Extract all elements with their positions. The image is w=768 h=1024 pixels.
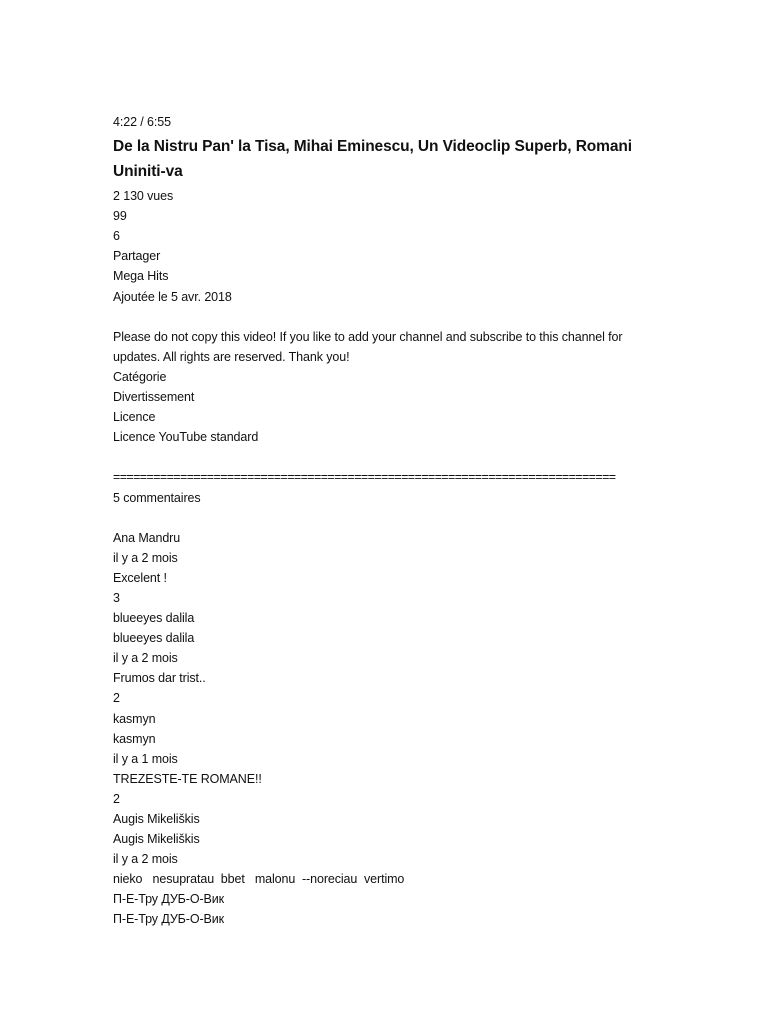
comment-author[interactable]: Ana Mandru: [113, 530, 181, 545]
comment-author[interactable]: П-Е-Тру ДУБ-О-Вик: [113, 912, 225, 927]
comment-avatar-alt[interactable]: Augis Mikeliškis: [113, 812, 200, 826]
comment-author[interactable]: kasmyn: [113, 731, 156, 746]
license-value: Licence YouTube standard: [113, 430, 259, 445]
category-value[interactable]: Divertissement: [113, 390, 195, 405]
comment-item: [113, 528, 673, 608]
comment-time[interactable]: il y a 2 mois: [113, 550, 178, 565]
comment-text: nieko nesupratau bbet malonu --noreciau vertimo: [113, 872, 405, 887]
comment-item: [113, 709, 673, 809]
comment-item: [113, 608, 673, 708]
comment-like-count: 2: [113, 791, 120, 806]
comment-text: TREZESTE-TE ROMANE!!: [113, 771, 262, 786]
comment-author[interactable]: blueeyes dalila: [113, 631, 195, 646]
comment-avatar-alt[interactable]: П-Е-Тру ДУБ-О-Вик: [113, 892, 225, 907]
view-count: 2 130 vues: [113, 189, 174, 204]
comments-count: 5 commentaires: [113, 490, 201, 505]
channel-name[interactable]: Mega Hits: [113, 269, 169, 284]
license-label: Licence: [113, 410, 156, 425]
spacer: [113, 447, 673, 467]
spacer: [113, 307, 673, 327]
spacer: [113, 508, 673, 528]
comment-time[interactable]: il y a 2 mois: [113, 651, 178, 666]
comment-item: [113, 809, 673, 889]
document-page: [113, 0, 673, 930]
comment-author[interactable]: Augis Mikeliškis: [113, 832, 200, 847]
comment-time[interactable]: il y a 1 mois: [113, 751, 178, 766]
comment-like-count: 2: [113, 691, 120, 706]
comment-list: [113, 528, 673, 930]
comment-like-count: 3: [113, 590, 120, 605]
comment-text: Excelent !: [113, 570, 167, 585]
dislike-count[interactable]: 6: [113, 229, 120, 244]
video-title[interactable]: De la Nistru Pan' la Tisa, Mihai Eminescu, Un Videoclip Superb, Romani Uniniti-va: [113, 138, 632, 181]
comment-text: Frumos dar trist..: [113, 671, 206, 686]
category-label: Catégorie: [113, 369, 167, 384]
video-timestamp: 4:22 / 6:55: [113, 115, 171, 129]
separator-line: ===========================================================================: [113, 470, 616, 485]
comment-item: [113, 889, 673, 929]
like-count[interactable]: 99: [113, 209, 127, 224]
comment-avatar-alt[interactable]: kasmyn: [113, 711, 156, 726]
comment-avatar-alt[interactable]: blueeyes dalila: [113, 611, 195, 626]
share-link[interactable]: Partager: [113, 249, 161, 264]
video-description: Please do not copy this video! If you like to add your channel and subscribe to this channel for updates. All rights are reserved. Thank you!: [113, 329, 623, 364]
comment-time[interactable]: il y a 2 mois: [113, 852, 178, 867]
upload-date: Ajoutée le 5 avr. 2018: [113, 289, 232, 304]
